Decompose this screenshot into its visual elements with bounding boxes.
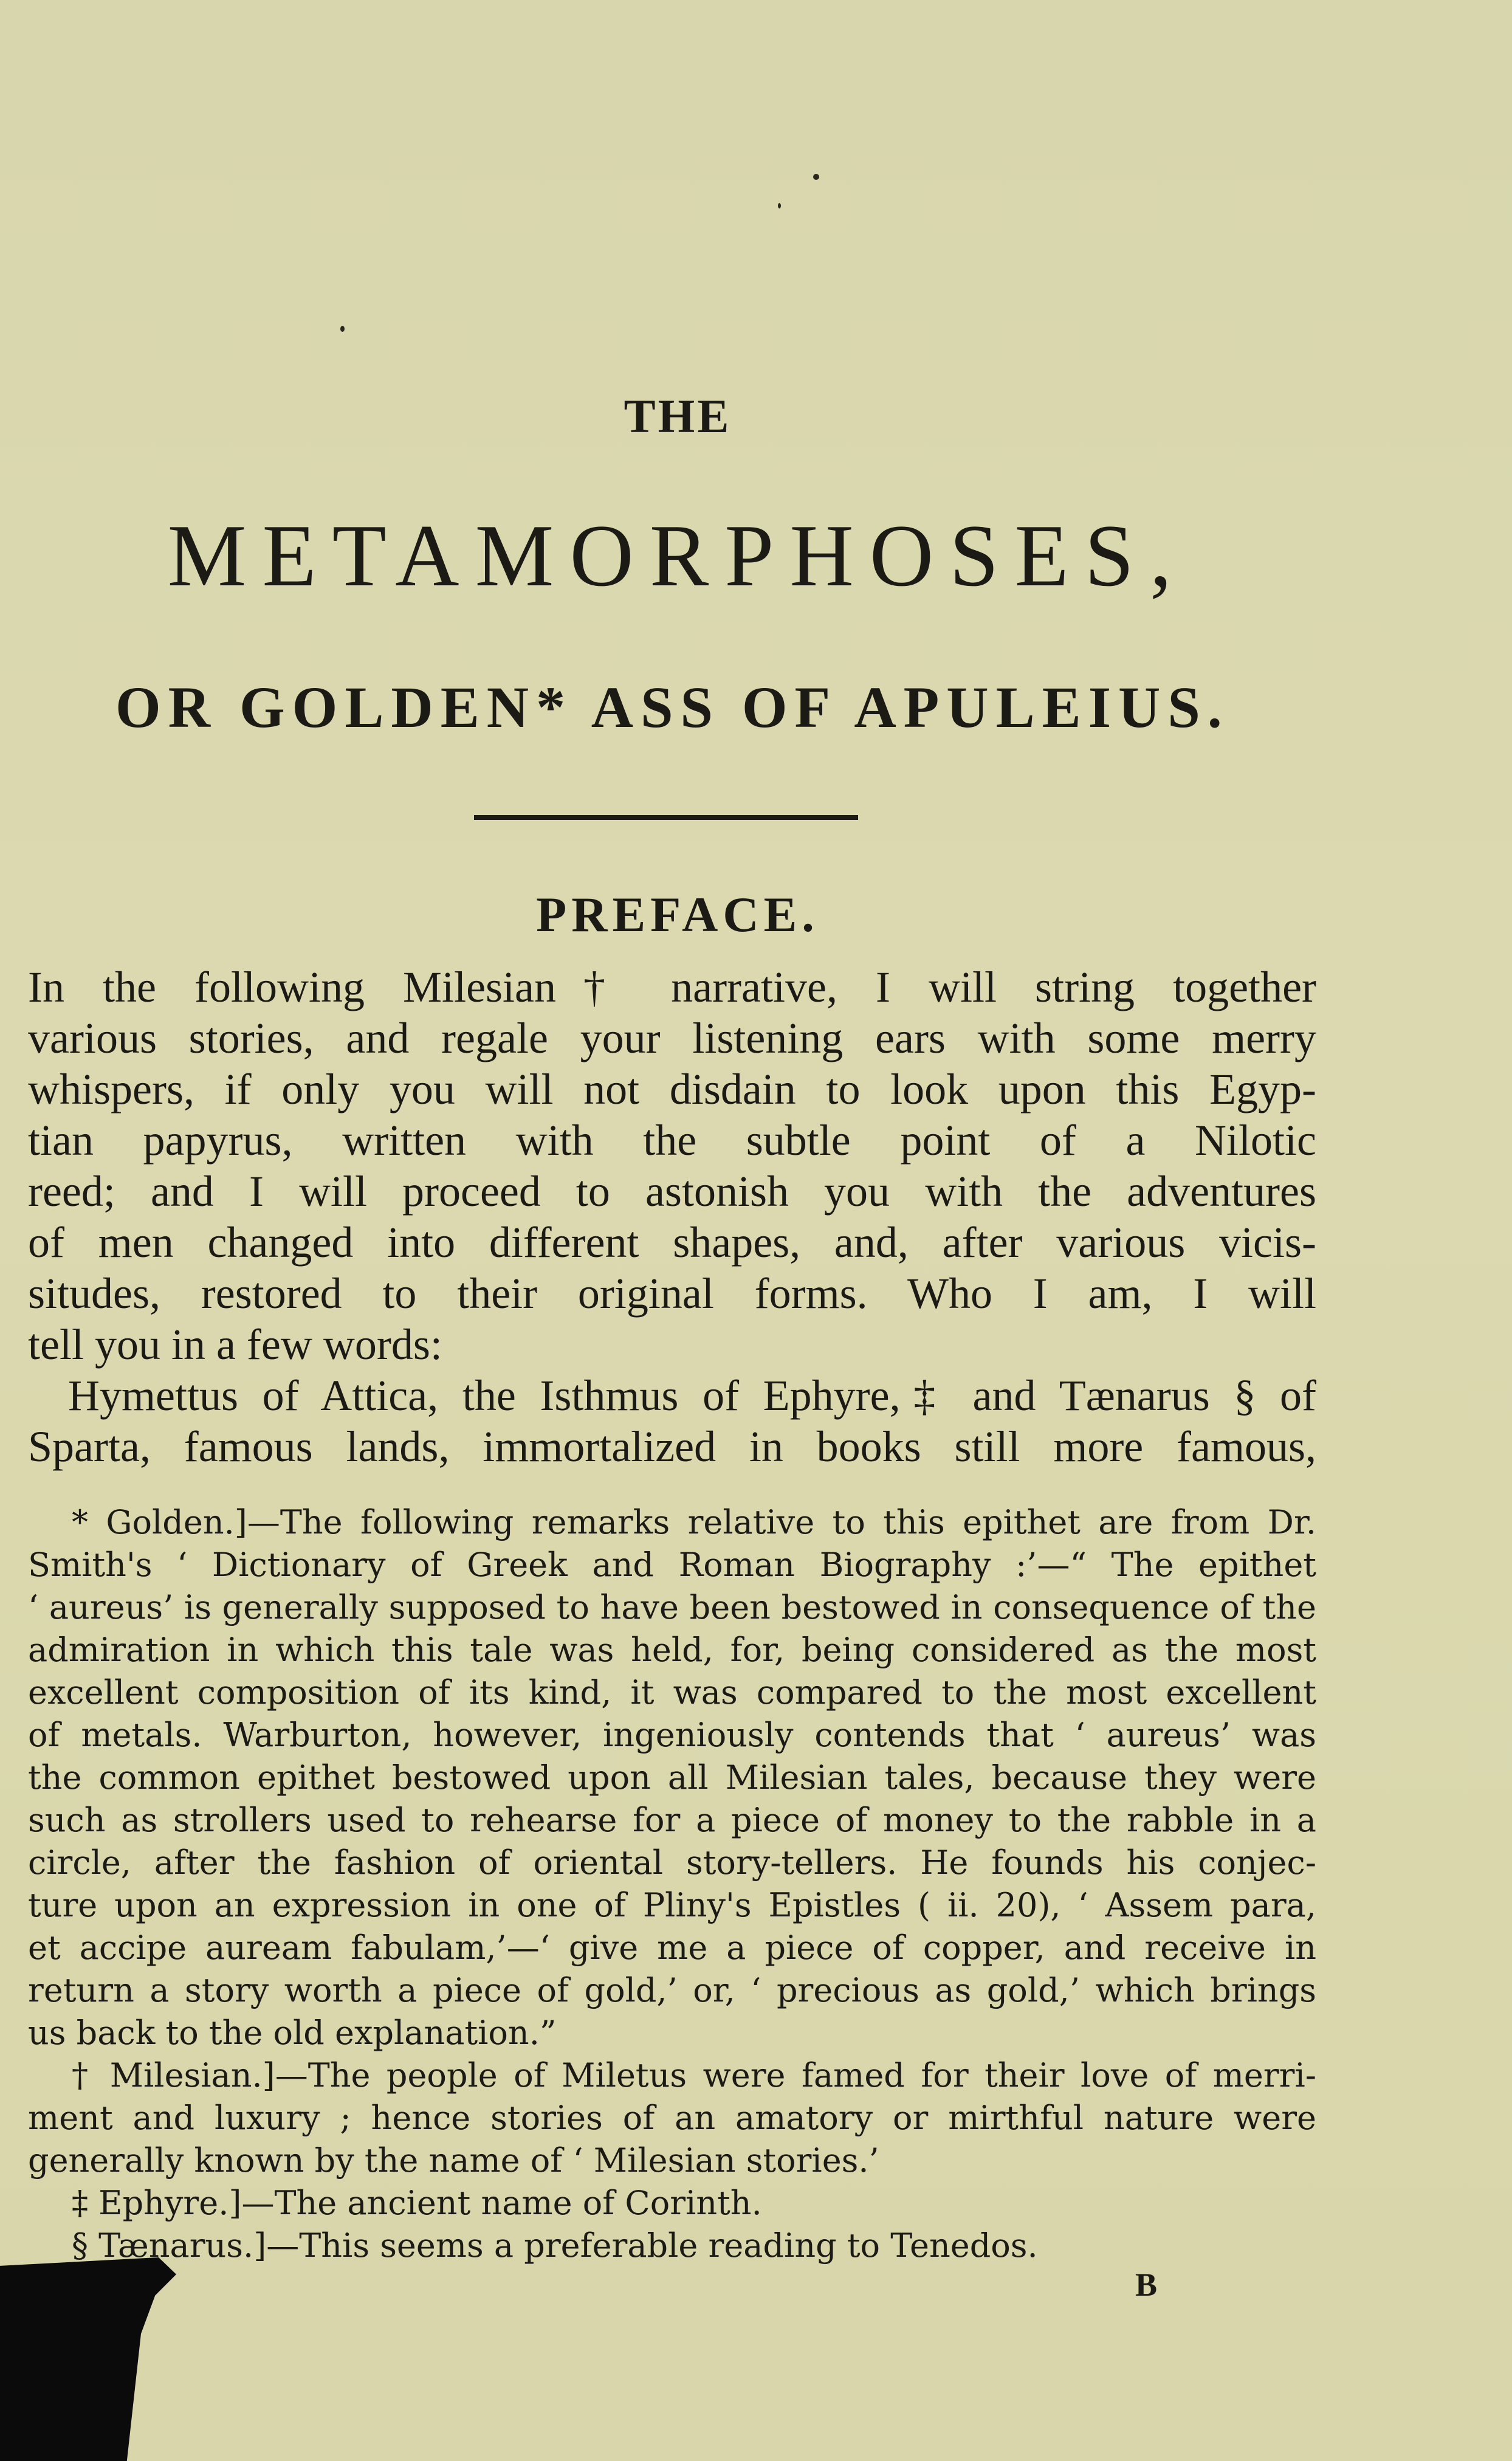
ink-speck [813, 174, 819, 180]
preface-line: tian papyrus, written with the subtle point of a Nilotic [28, 1116, 1316, 1165]
footnote-line: us back to the old explanation.” [28, 2014, 557, 2052]
footnote-line: † Milesian.]—The people of Miletus were famed for their love of merri- [72, 2056, 1316, 2094]
footnote-line: the common epithet bestowed upon all Milesian tales, because they were [28, 1758, 1316, 1797]
footnote-line: ture upon an expression in one of Pliny's Epistles ( ii. 20), ‘ Assem para, [28, 1886, 1316, 1924]
preface-line: whispers, if only you will not disdain to look upon this Egyp- [28, 1065, 1316, 1113]
preface-line: Sparta, famous lands, immortalized in books still more famous, [28, 1422, 1316, 1471]
footnote-line: ‘ aureus’ is generally supposed to have been bestowed in consequence of the [28, 1588, 1316, 1626]
footnote-line: circle, after the fashion of oriental story-tellers. He founds his conjec- [28, 1843, 1316, 1882]
book-title: METAMORPHOSES, [167, 506, 1188, 605]
preface-line: various stories, and regale your listening ears with some merry [28, 1014, 1316, 1062]
footnote-line: ‡ Ephyre.]—The ancient name of Corinth. [72, 2184, 762, 2222]
heading-the: THE [624, 390, 732, 442]
preface-line: In the following Milesian† narrative, I will string together [28, 963, 1316, 1011]
footnote-line: excellent composition of its kind, it was compared to the most excellent [28, 1673, 1316, 1712]
footnote-line: et accipe auream fabulam,’—‘ give me a piece of copper, and receive in [28, 1929, 1316, 1967]
preface-body [28, 962, 1316, 1472]
footnote-line: ment and luxury ; hence stories of an amatory or mirthful nature were [28, 2099, 1316, 2137]
preface-line: reed; and I will proceed to astonish you with the adventures [28, 1167, 1316, 1216]
ink-speck [778, 203, 781, 208]
footnote-line: return a story worth a piece of gold,’ or, ‘ precious as gold,’ which brings [28, 1971, 1316, 2009]
footnote-line: Smith's ‘ Dictionary of Greek and Roman Biography :’—“ The epithet [28, 1546, 1316, 1584]
divider-rule [474, 815, 858, 820]
preface-line: tell you in a few words: [28, 1320, 442, 1369]
preface-title: PREFACE. [536, 887, 819, 942]
black-tape-corner [0, 2249, 176, 2461]
preface-line: situdes, restored to their original forms. Who I am, I will [28, 1269, 1316, 1318]
footnote-line: § Tænarus.]—This seems a preferable reading to Tenedos. [72, 2226, 1038, 2265]
signature-mark: B [1135, 2267, 1158, 2303]
footnote-line: such as strollers used to rehearse for a piece of money to the rabble in a [28, 1801, 1316, 1839]
footnotes [28, 1501, 1316, 2267]
book-subtitle: OR GOLDEN* ASS OF APULEIUS. [115, 675, 1229, 740]
footnote-line: * Golden.]—The following remarks relative to this epithet are from Dr. [72, 1503, 1316, 1541]
footnote-line: generally known by the name of ‘ Milesian stories.’ [28, 2141, 879, 2180]
preface-line: Hymettus of Attica, the Isthmus of Ephyre,‡ and Tænarus § of [68, 1371, 1316, 1420]
footnote-line: of metals. Warburton, however, ingeniously contends that ‘ aureus’ was [28, 1716, 1316, 1754]
footnote-line: admiration in which this tale was held, for, being considered as the most [28, 1631, 1316, 1669]
preface-line: of men changed into different shapes, and, after various vicis- [28, 1218, 1316, 1267]
ink-speck [340, 326, 345, 332]
